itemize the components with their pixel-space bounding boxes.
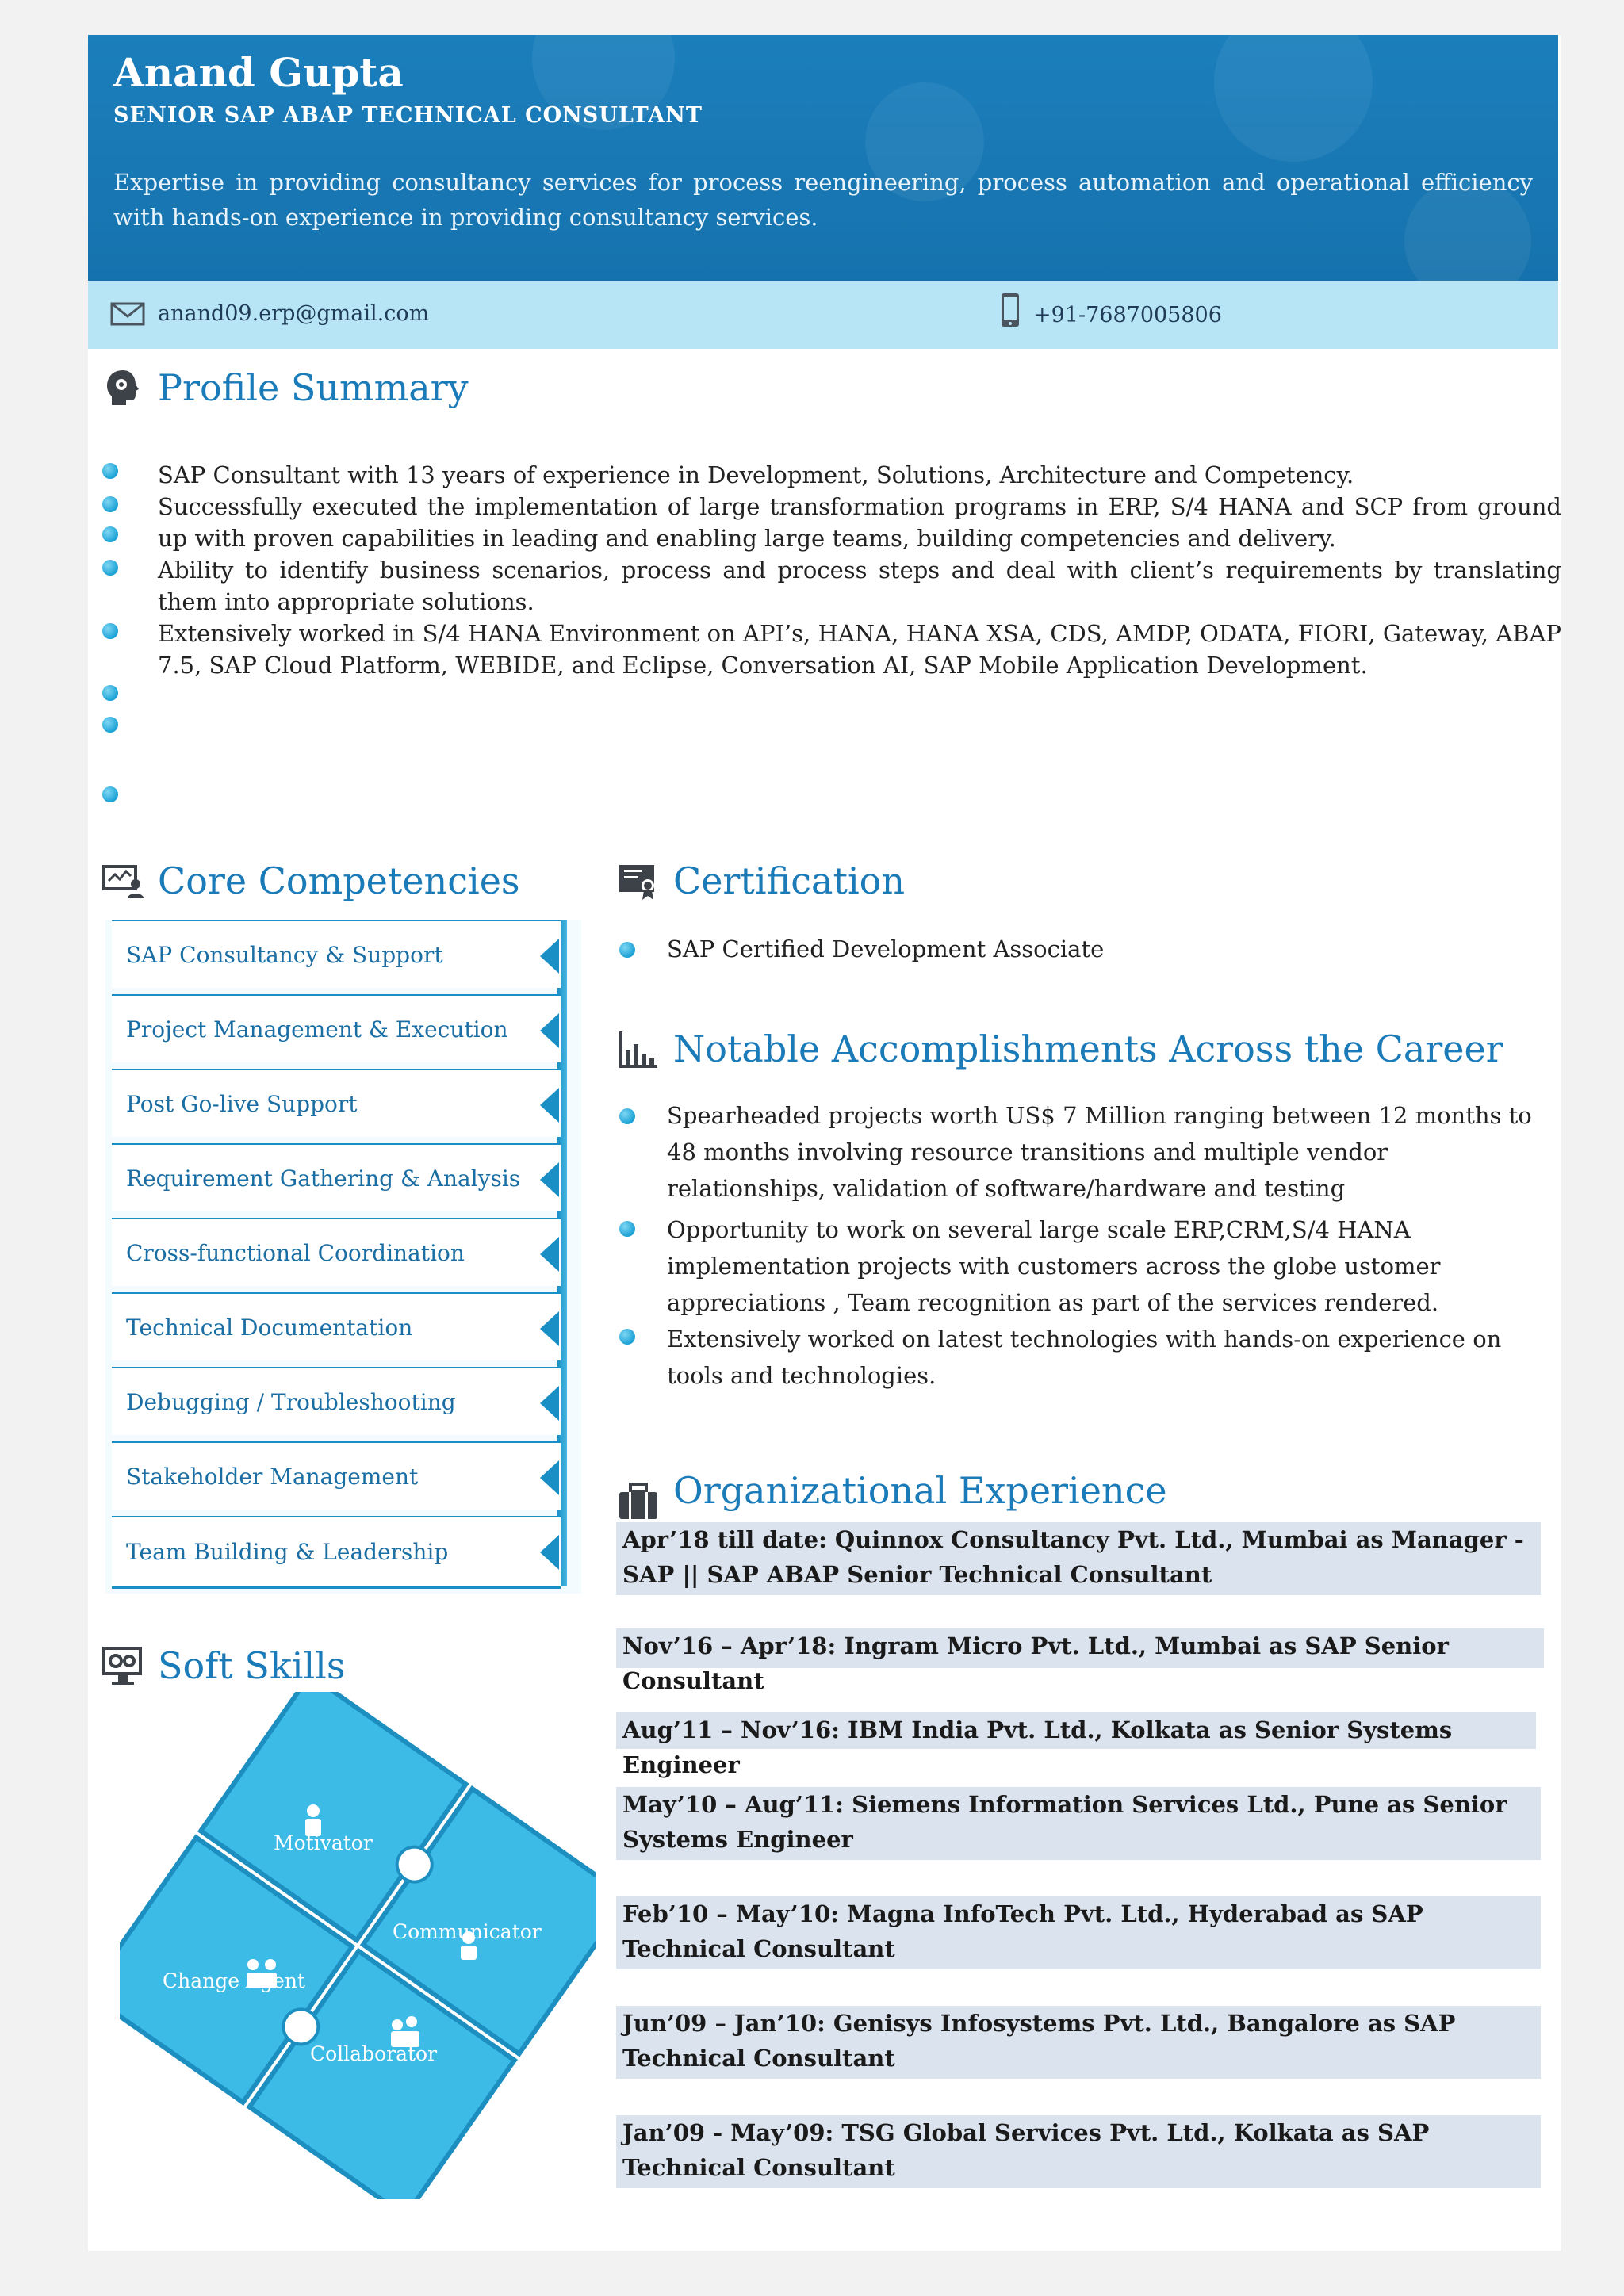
certificate-icon [618, 860, 659, 901]
bullet-dot [102, 623, 118, 639]
experience-entry: Jun’09 – Jan’10: Genisys Infosystems Pvt. Ltd., Bangalore as SAP Technical Consultant [616, 2006, 1541, 2079]
bullet-dot [102, 717, 118, 733]
header-banner [88, 35, 1558, 281]
list-item: Opportunity to work on several large scale ERP,CRM,S/4 HANA implementation projects with customers across the globe ustomer appreciations , Team recognition as part of the services rendered. [667, 1216, 1441, 1316]
bullet-dot [102, 786, 118, 802]
experience-entry: Aug’11 – Nov’16: IBM India Pvt. Ltd., Kolkata as Senior Systems Engineer [616, 1712, 1536, 1749]
experience-entry: May’10 – Aug’11: Siemens Information Services Ltd., Pune as Senior Systems Engineer [616, 1787, 1541, 1860]
core-competencies-heading [102, 859, 520, 902]
bullet-dot [102, 496, 118, 512]
list-item: Team Building & Leadership [112, 1516, 561, 1589]
experience-entry: Feb’10 – May’10: Magna InfoTech Pvt. Ltd., Hyderabad as SAP Technical Consultant [616, 1896, 1541, 1969]
experience-title: Organizational Experience [673, 1469, 1167, 1512]
bullet-dot [619, 1329, 635, 1345]
candidate-tagline: Expertise in providing consultancy services for process reengineering, process automation and operational efficiency with hands-on experience in providing consultancy services. [113, 169, 1533, 231]
competencies-list [105, 920, 581, 1594]
list-item: Stakeholder Management [112, 1441, 561, 1510]
puzzle-piece-change-agent: Change Agent [163, 1969, 305, 1992]
puzzle-piece-motivator: Motivator [274, 1831, 373, 1854]
list-item: Debugging / Troubleshooting [112, 1367, 561, 1435]
profile-summary-title: Profile Summary [158, 366, 469, 409]
list-item: Spearheaded projects worth US$ 7 Million ranging between 12 months to 48 months involving resource transitions and multiple vendor relationships, validation of software/hardware and testing [667, 1102, 1532, 1202]
accomplishments-list [667, 1097, 1539, 1394]
core-competencies-title: Core Competencies [158, 859, 520, 902]
accomplishments-title: Notable Accomplishments Across the Career [673, 1027, 1503, 1070]
bullet-dot [102, 526, 118, 542]
experience-heading [618, 1459, 1167, 1522]
puzzle-piece-communicator: Communicator [393, 1920, 542, 1943]
briefcase-icon [618, 1481, 659, 1522]
puzzle-graphic [120, 1692, 596, 2199]
profile-summary-heading [102, 366, 469, 409]
candidate-name: Anand Gupta [113, 49, 404, 96]
mobile-phone-icon [1000, 292, 1021, 328]
list-item: SAP Consultant with 13 years of experience in Development, Solutions, Architecture and Competency. [158, 461, 1354, 488]
list-item: Successfully executed the implementation of large transformation programs in ERP, S/4 HANA and SCP from ground up with proven capabilities in leading and enabling large teams, building competencies and delivery. [158, 493, 1561, 552]
puzzle-piece-collaborator: Collaborator [310, 2042, 438, 2065]
list-item: Cross-functional Coordination [112, 1218, 561, 1286]
monitor-person-icon [102, 860, 144, 901]
soft-skills-heading [102, 1644, 345, 1687]
certification-list [667, 931, 1539, 967]
bar-chart-icon [618, 1028, 659, 1070]
certification-heading [618, 859, 905, 902]
bullet-dot [102, 560, 118, 576]
list-item: Requirement Gathering & Analysis [112, 1143, 561, 1211]
bullet-dot [102, 463, 118, 479]
list-item: Extensively worked in S/4 HANA Environment on API’s, HANA, HANA XSA, CDS, AMDP, ODATA, FIORI, Gateway, ABAP 7.5, SAP Cloud Platform, WEBIDE, and Eclipse, Conversation AI, SAP Mobile Application Development. [158, 620, 1561, 679]
accomplishments-heading [618, 1027, 1503, 1070]
contact-bar [88, 281, 1558, 349]
gears-monitor-icon [102, 1645, 144, 1686]
bullet-dot [619, 1221, 635, 1237]
bullet-dot [102, 685, 118, 701]
list-item: Ability to identify business scenarios, process and process steps and deal with client’s requirements by translating them into appropriate solutions. [158, 557, 1561, 615]
list-item: Post Go-live Support [112, 1069, 561, 1137]
soft-skills-puzzle [120, 1692, 596, 2199]
email-text: anand09.erp@gmail.com [158, 301, 430, 326]
soft-skills-title: Soft Skills [158, 1644, 346, 1687]
experience-entry: Nov’16 – Apr’18: Ingram Micro Pvt. Ltd., Mumbai as SAP Senior Consultant [616, 1628, 1544, 1668]
experience-entry: Apr’18 till date: Quinnox Consultancy Pvt. Ltd., Mumbai as Manager - SAP || SAP ABAP Senior Technical Consultant [616, 1522, 1541, 1595]
phone-text: +91-7687005806 [1033, 302, 1222, 327]
experience-entry: Jan’09 - May’09: TSG Global Services Pvt. Ltd., Kolkata as SAP Technical Consultant [616, 2115, 1541, 2188]
bullet-dot [619, 1108, 635, 1124]
list-item: Technical Documentation [112, 1292, 561, 1360]
envelope-icon [110, 302, 145, 326]
list-item: SAP Consultancy & Support [112, 920, 561, 988]
resume-page [88, 35, 1561, 2251]
list-item: Extensively worked on latest technologies with hands-on experience on tools and technologies. [667, 1326, 1502, 1389]
certification-title: Certification [673, 859, 905, 902]
contact-phone[interactable] [1000, 292, 1222, 328]
head-gears-icon [102, 367, 144, 408]
contact-email[interactable] [110, 301, 429, 326]
list-item: Project Management & Execution [112, 994, 561, 1062]
candidate-title: SENIOR SAP ABAP TECHNICAL CONSULTANT [113, 103, 703, 128]
profile-summary-list [158, 459, 1561, 681]
bullet-dot [619, 942, 635, 958]
list-item: SAP Certified Development Associate [667, 936, 1105, 962]
